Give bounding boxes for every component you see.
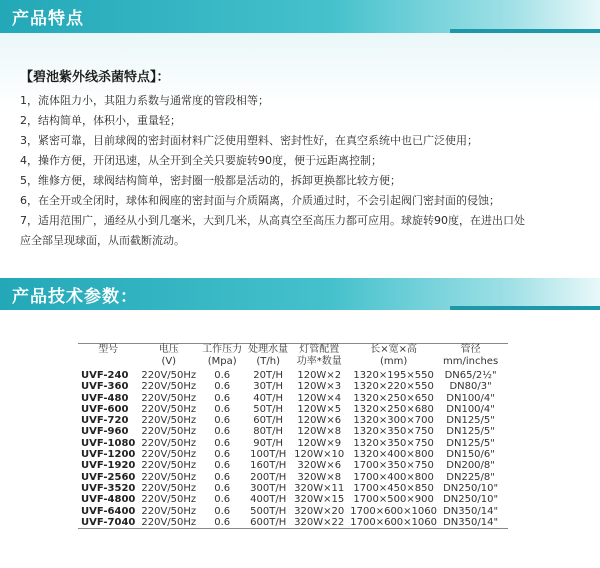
table-cell: 220V/50Hz: [141, 494, 197, 506]
table-cell: 0.6: [214, 403, 231, 415]
table-row: [78, 494, 501, 505]
model-cell: UVF-360: [81, 381, 129, 393]
column-header-label: 管径: [460, 344, 481, 355]
table-cell: 0.6: [214, 449, 231, 461]
table-cell: 1320×350×750: [353, 437, 434, 449]
table-body: [78, 370, 501, 528]
table-cell: 1320×250×680: [353, 403, 434, 415]
table-row: [78, 381, 501, 392]
table-cell: 320W×8: [297, 471, 342, 483]
section-banner-features: [0, 0, 600, 33]
feature-item: 7，适用范围广，通经从小到几毫米，大到几米，从高真空至高压力都可应用。球旋转90度，在进出口处: [20, 214, 525, 227]
feature-item: 4，操作方便，开闭迅速，从全开到全关只要旋转90度，便于远距离控制；: [20, 154, 382, 167]
table-cell: 320W×22: [294, 516, 345, 528]
feature-item: 6，在全开或全闭时，球体和阀座的密封面与介质隔离，介质通过时，不会引起阀门密封面的侵蚀；: [20, 194, 500, 207]
table-cell: 1700×600×1060: [350, 516, 437, 528]
model-cell: UVF-4800: [81, 494, 136, 506]
table-row: [78, 472, 501, 483]
table-cell: DN125/5": [446, 437, 495, 449]
table-cell: 0.6: [214, 516, 231, 528]
table-cell: 400T/H: [250, 494, 287, 506]
table-cell: DN65/2½": [444, 370, 497, 381]
table-cell: 120W×8: [297, 426, 342, 438]
table-cell: DN250/10": [443, 494, 499, 506]
table-cell: 220V/50Hz: [141, 415, 197, 427]
table-cell: 220V/50Hz: [141, 426, 197, 438]
table-row: [78, 460, 501, 471]
spec-table-wrapper: [78, 343, 508, 529]
table-cell: 220V/50Hz: [141, 460, 197, 472]
column-header: [199, 344, 245, 370]
table-cell: 220V/50Hz: [141, 471, 197, 483]
table-row: [78, 426, 501, 437]
column-header: [138, 344, 199, 370]
feature-item: 3，紧密可靠，目前球阀的密封面材料广泛使用塑料、密封性好，在真空系统中也已广泛使用；: [20, 134, 478, 147]
table-cell: 160T/H: [250, 460, 287, 472]
column-header: [347, 344, 440, 370]
table-cell: DN225/8": [446, 471, 495, 483]
table-row: [78, 438, 501, 449]
features-block: [20, 68, 585, 251]
table-cell: 600T/H: [250, 516, 287, 528]
table-cell: DN125/5": [446, 415, 495, 427]
table-cell: 80T/H: [253, 426, 284, 438]
column-header-label: 长×宽×高: [370, 344, 417, 355]
table-cell: 0.6: [214, 471, 231, 483]
table-row: [78, 415, 501, 426]
table-row: [78, 393, 501, 404]
column-header-label: 电压: [158, 344, 179, 355]
model-cell: UVF-1080: [81, 437, 136, 449]
column-header-label: 处理水量: [248, 344, 289, 355]
model-cell: UVF-720: [81, 415, 129, 427]
table-cell: 0.6: [214, 415, 231, 427]
table-cell: 320W×20: [294, 505, 345, 517]
table-cell: 90T/H: [253, 437, 284, 449]
banner-stripe: [450, 306, 600, 310]
column-header: [245, 344, 291, 370]
table-cell: 320W×11: [294, 482, 345, 494]
column-header-unit: (V): [161, 356, 177, 367]
model-cell: UVF-240: [81, 370, 129, 381]
table-cell: DN80/3": [449, 381, 492, 393]
table-cell: 500T/H: [250, 505, 287, 517]
model-cell: UVF-960: [81, 426, 129, 438]
table-cell: 220V/50Hz: [141, 505, 197, 517]
column-header-unit: mm/inches: [443, 356, 499, 367]
table-cell: 220V/50Hz: [141, 449, 197, 461]
features-heading: 【碧池紫外线杀菌特点】：: [20, 70, 170, 85]
table-row: [78, 506, 501, 517]
model-cell: UVF-6400: [81, 505, 136, 517]
table-cell: 50T/H: [253, 403, 284, 415]
table-cell: 0.6: [214, 460, 231, 472]
table-cell: 220V/50Hz: [141, 516, 197, 528]
table-cell: 1320×250×650: [353, 392, 434, 404]
table-cell: 1320×195×550: [353, 370, 434, 381]
section-title-features: 产品特点: [12, 9, 84, 29]
table-cell: 1320×220×550: [353, 381, 434, 393]
table-cell: 1320×300×700: [353, 415, 434, 427]
section-banner-specs: [0, 278, 600, 310]
table-cell: 120W×10: [294, 449, 345, 461]
table-cell: 320W×15: [294, 494, 345, 506]
column-header-unit: (T/h): [256, 356, 280, 367]
model-cell: UVF-480: [81, 392, 129, 404]
table-row: [78, 449, 501, 460]
table-cell: 220V/50Hz: [141, 403, 197, 415]
table-row: [78, 517, 501, 528]
table-cell: 60T/H: [253, 415, 284, 427]
table-cell: DN350/14": [443, 516, 499, 528]
table-cell: 0.6: [214, 370, 231, 381]
table-cell: 220V/50Hz: [141, 392, 197, 404]
table-cell: 220V/50Hz: [141, 437, 197, 449]
column-header-unit: (mm): [379, 356, 408, 367]
table-cell: DN100/4": [446, 392, 495, 404]
table-cell: 1700×450×850: [353, 482, 434, 494]
section-title-specs: 产品技术参数：: [12, 287, 138, 307]
model-cell: UVF-2560: [81, 471, 136, 483]
table-cell: 30T/H: [253, 381, 284, 393]
table-cell: DN250/10": [443, 482, 499, 494]
table-cell: 220V/50Hz: [141, 370, 197, 381]
table-cell: DN125/5": [446, 426, 495, 438]
table-cell: 220V/50Hz: [141, 381, 197, 393]
table-cell: 120W×3: [297, 381, 342, 393]
table-row: [78, 370, 501, 381]
table-cell: 120W×5: [297, 403, 342, 415]
feature-item: 应全部呈现球面，从而截断流动。: [20, 234, 185, 247]
table-cell: 120W×6: [297, 415, 342, 427]
table-cell: 120W×2: [297, 370, 342, 381]
feature-item: 5，维修方便，球阀结构简单，密封圈一般都是活动的，拆卸更换都比较方便；: [20, 174, 401, 187]
table-cell: 120W×4: [297, 392, 342, 404]
table-cell: 1700×600×1060: [350, 505, 437, 517]
column-header-unit: [81, 356, 135, 368]
column-header-unit: 功率*数量: [296, 356, 342, 367]
table-cell: 0.6: [214, 482, 231, 494]
table-cell: 0.6: [214, 381, 231, 393]
feature-item: 2，结构简单，体积小，重量轻；: [20, 114, 181, 127]
table-cell: DN350/14": [443, 505, 499, 517]
table-cell: 100T/H: [250, 449, 287, 461]
feature-item: 1，流体阻力小，其阻力系数与通常度的管段相等；: [20, 94, 269, 107]
table-cell: DN150/6": [446, 449, 495, 461]
table-cell: 1320×350×750: [353, 426, 434, 438]
table-row: [78, 483, 501, 494]
table-cell: DN200/8": [446, 460, 495, 472]
table-cell: 220V/50Hz: [141, 482, 197, 494]
column-header-label: 工作压力: [202, 344, 243, 355]
table-cell: 1320×400×800: [353, 449, 434, 461]
table-cell: 0.6: [214, 494, 231, 506]
model-cell: UVF-1920: [81, 460, 136, 472]
table-cell: 0.6: [214, 392, 231, 404]
table-cell: 0.6: [214, 437, 231, 449]
model-cell: UVF-1200: [81, 449, 136, 461]
table-header-row: [78, 344, 501, 370]
features-list: [20, 91, 585, 251]
column-header: [291, 344, 347, 370]
model-cell: UVF-600: [81, 403, 129, 415]
table-row: [78, 404, 501, 415]
table-cell: 200T/H: [250, 471, 287, 483]
table-cell: 320W×6: [297, 460, 342, 472]
column-header-unit: (Mpa): [207, 356, 237, 367]
model-cell: UVF-3520: [81, 482, 136, 494]
model-cell: UVF-7040: [81, 516, 136, 528]
table-cell: DN100/4": [446, 403, 495, 415]
table-cell: 20T/H: [253, 370, 284, 381]
table-cell: 300T/H: [250, 482, 287, 494]
table-bottom-rule: [78, 528, 508, 529]
table-cell: 120W×9: [297, 437, 342, 449]
column-header: [78, 344, 138, 370]
table-cell: 40T/H: [253, 392, 284, 404]
table-cell: 0.6: [214, 505, 231, 517]
table-cell: 0.6: [214, 426, 231, 438]
column-header-label: 灯管配置: [299, 344, 340, 355]
spec-table: [78, 344, 501, 528]
table-cell: 1700×350×750: [353, 460, 434, 472]
column-header-label: 型号: [98, 344, 119, 355]
column-header: [440, 344, 501, 370]
table-cell: 1700×400×800: [353, 471, 434, 483]
table-cell: 1700×500×900: [353, 494, 434, 506]
